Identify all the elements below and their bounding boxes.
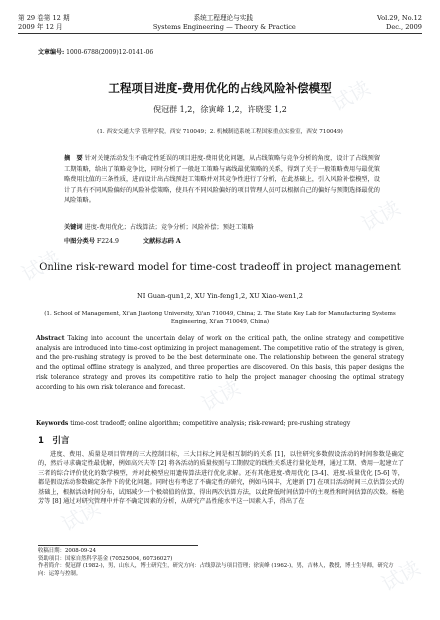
- abstract-en-text: Taking into account the uncertain delay of work on the critical path, the online strategy and competitive analysis are introduced into time-cost optimizing in project management. The competitive ratio of the strategy is given, and the pre-rushing strategy is proved to be the best determinate one. The relationship between the general strategy and the optimal offline strategy is analyzed, and three properties are discovered. On this basis, this paper designs the risk tolerance strategy and proves its competitive ratio to help the project manager choosing the optimal strategy according to his own risk tolerance and forecast.: [36, 335, 404, 391]
- footnote-bio: 作者简介：倪冠群 (1982-)，男，山东人，博士研究生，研究方向：占线算法与项目管理；徐寅峰 (1962-)，男，吉林人，教授，博士生导师，研究方向：运筹与控制。: [38, 563, 394, 577]
- affiliation-cn: (1. 西安交通大学 管理学院，西安 710049；2. 机械制造系统工程国家重点实验室，西安 710049): [97, 129, 343, 135]
- abstract-en: [36, 334, 404, 392]
- keywords-en: [36, 420, 404, 427]
- watermark: 试读: [327, 75, 375, 117]
- article-number-label: 文章编号:: [38, 49, 65, 56]
- watermark: 试读: [17, 245, 65, 287]
- keywords-cn: [64, 222, 380, 231]
- footnote-rule: [38, 545, 198, 546]
- abstract-cn: [64, 154, 380, 207]
- article-number-value: 1000-6788(2009)12-0141-06: [66, 49, 154, 56]
- running-header: [18, 14, 422, 31]
- watermark: 试读: [377, 555, 425, 597]
- footnote-funding: 资助项目：国家自然科学基金 (70525004, 60736027): [38, 555, 173, 562]
- section-heading-intro: 1 引言: [38, 436, 70, 446]
- doc-code-value: A: [175, 238, 181, 245]
- header-volume-en: Vol.29, No.12: [376, 14, 422, 22]
- header-journal-cn: 系统工程理论与实践: [193, 14, 253, 22]
- affiliation-en: (1. School of Management, Xi'an Jiaotong University, Xi'an 710049, China; 2. The State Key Lab for Manufacturing Systems Engineering, Xi'an 710049, China): [44, 311, 396, 325]
- keywords-en-label: Keywords: [36, 420, 69, 427]
- header-rule: [18, 33, 422, 34]
- paper-title-en: Online risk-reward model for time-cost tradeoff in project management: [39, 262, 401, 273]
- keywords-cn-label: 关键词: [64, 224, 83, 231]
- abstract-cn-text: 针对关键活动发生不确定性延误的项目进度-费用优化问题，从占线策略与竞争分析的角度，设计了占线预留工期策略，给出了策略竞争比，同时分析了一般赶工策略与离线最优策略的关系，得到了关于一般策略费用与最优策略费用比值的三条性质，进而设计出占线预赶工策略并对其竞争性进行了分析，在此基础上，引入风险补偿模型，设计了具有不同风险偏好的风险补偿策略，使具有不同风险偏好的项目管理人员可以根据自己的偏好与预期选择最优的风险策略。: [64, 155, 381, 205]
- abstract-cn-label: 摘 要: [64, 155, 83, 162]
- classification-cn: [64, 236, 380, 245]
- paper-title-cn: 工程项目进度-费用优化的占线风险补偿模型: [108, 81, 332, 95]
- watermark: 试读: [57, 495, 105, 537]
- watermark: 试读: [357, 195, 405, 237]
- authors-en: NI Guan-qun1,2, XU Yin-feng1,2, XU Xiao-wen1,2: [137, 292, 303, 300]
- header-journal-en: Systems Engineering — Theory & Practice: [152, 22, 296, 31]
- header-date-cn: 2009 年 12 月: [18, 22, 63, 31]
- doc-code-label: 文献标志码: [142, 238, 174, 245]
- class-label: 中图分类号: [64, 238, 95, 245]
- keywords-cn-text: 进度-费用优化；占线算法；竞争分析；风险补偿；预赶工策略: [84, 224, 254, 231]
- authors-cn: 倪冠群 1,2，徐寅峰 1,2，许晓雯 1,2: [153, 105, 287, 114]
- class-value: F224.9: [96, 238, 119, 245]
- header-date-en: Dec., 2009: [386, 22, 422, 31]
- watermark: 试读: [197, 375, 245, 417]
- abstract-en-label: Abstract: [36, 335, 65, 342]
- article-number: [38, 47, 153, 56]
- footnote-received: 收稿日期：2008-09-24: [38, 548, 97, 554]
- footnote: [38, 548, 404, 578]
- header-volume: 第 29 卷第 12 期: [18, 14, 70, 22]
- keywords-en-text: time-cost tradeoff; online algorithm; competitive analysis; risk-reward; pre-rushing strategy: [70, 420, 351, 427]
- section-body-intro: 进度、费用、质量是项目管理的三大控制目标，三大目标之间是相互制约的关系 [1]，以往研究多数假设活动的时间参数是确定的，然后寻求确定性最优解，例如高兴夫等 [2] 将各活动的质量按照与工期假定的线性关系进行量化处理，通过工期、费用一起建立了三者的综合评价优化的数学模型，并对此模型应用遗传算法进行优化求解。还有其他进度-费用优化 [3-4]、进度-质量优化 [5-6] 等，都是假设活动参数确定条件下的优化问题。同时也有考虑了不确定性的研究，例如马国丰，尤建新 [7] 在项目活动时间三点估算公式的基础上，根据活动时间分布，试图减少一个极端值的估算，得出两次估算方法，以此降低时间估算中的主观性和时间估算的次数。杨艳芳等 [8] 通过对研究管理中并存不确定因素的分析，从研究产品性能水平这一因素入手，得出了在: [38, 451, 404, 506]
